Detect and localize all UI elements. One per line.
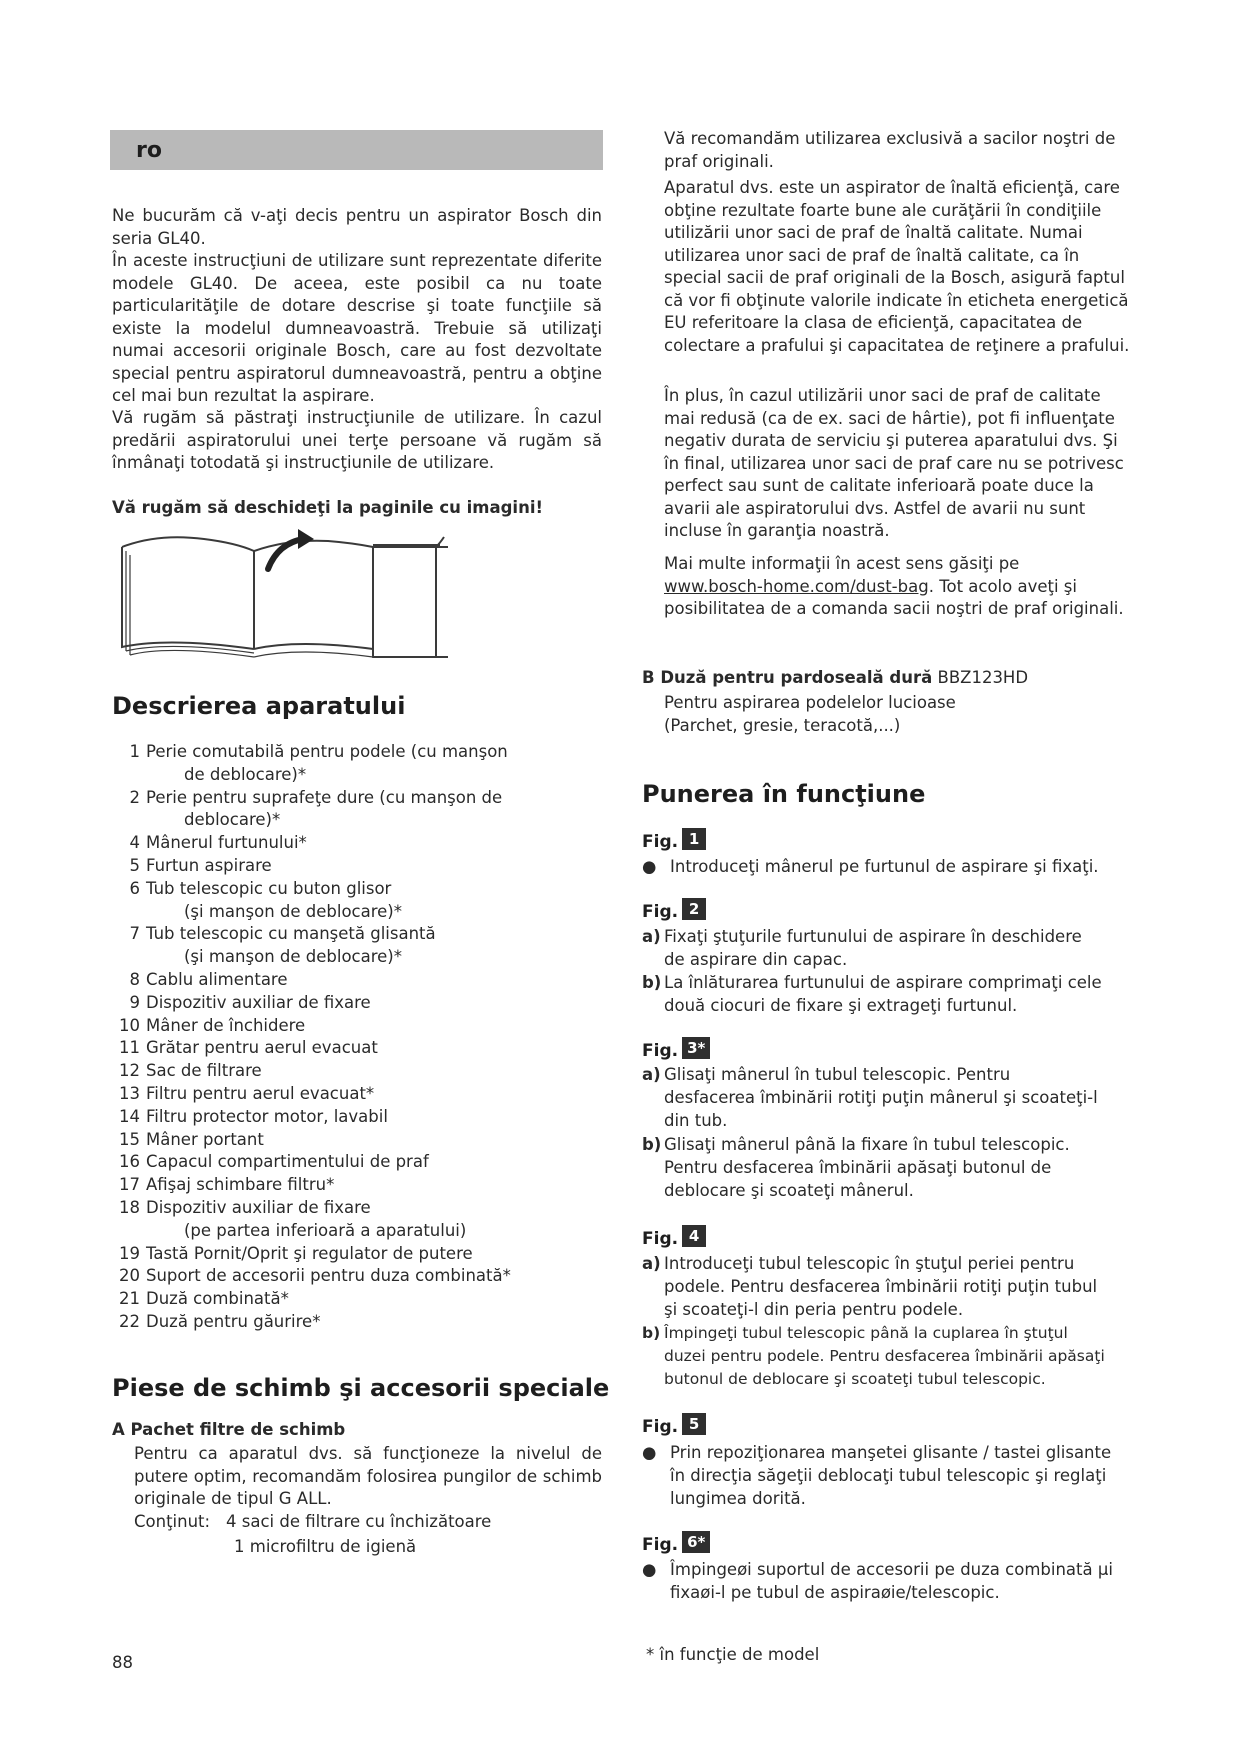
part-label-text: Filtru protector motor, lavabil [146,1106,388,1126]
spares-b-title [642,667,1028,690]
part-label [146,832,612,855]
fig-2-step-a [642,926,1082,972]
fig-3-number: 3* [682,1037,710,1059]
contents-label: Conţinut: [134,1512,211,1531]
part-label-text: Dispozitiv auxiliar de fixare [146,992,371,1012]
part-label [146,1083,612,1106]
step-a-label: a) [642,1254,661,1273]
fig-label-text: Fig. [642,1417,679,1437]
parts-list-item [112,1174,612,1197]
part-number: 15 [119,1129,140,1149]
start-heading: Punerea în funcţiune [642,780,926,808]
open-booklet-illustration [118,525,448,665]
fig-2-step-b [642,972,1102,1018]
fig-6-step [642,1558,1113,1604]
fig-5-step [642,1441,1111,1510]
quality-paragraph: În plus, în cazul utilizării unor saci de praf de calitate mai redusă (ca de ex. saci de hârtie), pot fi influenţate negativ durata de serviciu şi puterea aparatului dvs. Şi în final, utilizarea unor saci de praf care nu se potrivesc perfect sau sunt de calitate inferioară poate duce la avarii ale aspiratorului dvs. Astfel de avarii nu sunt incluse în garanţia noastră. [664,386,1124,540]
fig-4-step-a [642,1253,1097,1321]
step-b-label: b) [642,1135,662,1154]
fig-4-step-a-text-2: podele. Pentru desfacerea îmbinării rotiţi puţin tubul [664,1276,1098,1296]
part-label [146,1174,612,1197]
step-b-label: b) [642,973,662,992]
part-label [146,1243,612,1266]
fig-5-label [642,1413,706,1437]
part-label-text: Filtru pentru aerul evacuat* [146,1083,375,1103]
fig-1-label [642,828,706,852]
parts-list-item [112,1311,612,1334]
parts-list-item [112,1243,612,1266]
fig-label-text: Fig. [642,1535,679,1555]
fig-4-step-a-text: Introduceţi tubul telescopic în ştuţul periei pentru [664,1254,1075,1273]
bullet-icon: ● [642,1560,657,1579]
spares-b-line-2: (Parchet, gresie, teracotă,...) [664,716,901,735]
fig-5-step-text-2: în direcţia săgeţii deblocaţi tubul telescopic şi reglaţi [670,1466,1107,1485]
fig-5-step-text: Prin repoziţionarea manşetei glisante / tastei glisante [670,1443,1112,1462]
fig-6-number: 6* [682,1531,710,1553]
part-label-text: Grătar pentru aerul evacuat [146,1038,378,1058]
parts-list-item [112,787,612,833]
language-code: ro [136,138,162,163]
part-label-continuation: de deblocare)* [184,764,307,784]
fig-5-step-text-3: lungimea dorită. [670,1489,806,1508]
fig-3-label [642,1037,710,1061]
part-label [146,741,612,787]
part-label-text: Perie pentru suprafeţe dure (cu manşon de [146,787,503,807]
fig-label-text: Fig. [642,902,679,922]
description-heading: Descrierea aparatului [112,692,406,720]
parts-list-item [112,1015,612,1038]
part-label [146,969,612,992]
intro-paragraph-2: În aceste instrucţiuni de utilizare sunt reprezentate diferite modele GL40. De aceea, este posibil ca nu toate particularităţile de dotare descrise şi toate funcţiile să existe la modelul dumneavoastră. Trebuie să utilizaţi numai accesorii originale Bosch, care au fost dezvoltate special pentru aspiratorul dumneavoastră, pentru a obţine cel mai bun rezultat la aspirare. [112,251,602,405]
parts-list-item [112,1083,612,1106]
intro-paragraph-1: Ne bucurăm că v-aţi decis pentru un aspirator Bosch din seria GL40. [112,206,602,248]
part-number: 1 [129,742,140,761]
more-info-paragraph [664,553,1134,621]
recommend-paragraph: Vă recomandăm utilizarea exclusivă a sacilor noştri de praf originali. [664,129,1116,171]
part-label-text: Mânerul furtunului* [146,833,307,853]
part-number: 12 [119,1061,140,1081]
parts-list-item [112,741,612,787]
fig-2-step-a-text-2: de aspirare din capac. [664,949,848,969]
part-label [146,1288,612,1311]
part-label [146,1129,612,1152]
fig-6-step-text-2: fixaøi-l pe tubul de aspiraøie/telescopic. [670,1583,1000,1602]
parts-list-item [112,1151,612,1174]
part-label [146,1106,612,1129]
spares-b-label: B Duză pentru pardoseală dură [642,668,933,687]
part-label-text: Duză combinată* [146,1289,289,1309]
fig-3-step-b [642,1134,1070,1202]
part-label [146,1060,612,1083]
fig-3-step-a-text-3: din tub. [664,1110,728,1130]
parts-list-item [112,1060,612,1083]
part-number: 5 [129,855,140,875]
part-label-text: Furtun aspirare [146,855,272,875]
parts-list-item [112,1106,612,1129]
footnote: * în funcţie de model [646,1645,820,1664]
parts-list-item [112,1265,612,1288]
fig-4-number: 4 [682,1225,706,1247]
dust-bag-link[interactable]: www.bosch-home.com/dust-bag [664,576,929,596]
part-label [146,1311,612,1334]
part-number: 14 [119,1106,140,1126]
part-label-text: Capacul compartimentului de praf [146,1152,429,1172]
part-label [146,923,612,969]
part-label [146,1015,612,1038]
part-number: 4 [129,833,140,853]
parts-list [112,741,612,1334]
fig-3-step-b-text: Glisaţi mânerul până la fixare în tubul telescopic. [664,1135,1070,1154]
part-number: 9 [129,992,140,1012]
part-label [146,1151,612,1174]
part-number: 7 [129,924,140,944]
part-label-continuation: deblocare)* [184,810,281,830]
part-label-text: Mâner de închidere [146,1015,306,1035]
part-label-text: Tub telescopic cu buton glisor [146,878,392,898]
part-label [146,1265,612,1288]
parts-list-item [112,969,612,992]
part-label-text: Perie comutabilă pentru podele (cu manşon [146,742,508,761]
part-number: 11 [119,1038,140,1058]
part-label [146,787,612,833]
fig-3-step-b-text-2: Pentru desfacerea îmbinării apăsaţi butonul de [664,1157,1052,1177]
part-number: 18 [119,1197,140,1217]
part-label [146,992,612,1015]
part-number: 13 [119,1083,140,1103]
parts-list-item [112,1288,612,1311]
fig-4-step-b-text: Împingeţi tubul telescopic până la cuplarea în ştuţul [664,1324,1068,1342]
bullet-icon: ● [642,857,657,876]
parts-list-item [112,832,612,855]
part-number: 20 [119,1266,140,1286]
more-info-text-2: . Tot acolo aveţi şi posibilitatea de a comanda sacii noştri de praf originali. [664,576,1124,618]
fig-2-number: 2 [682,898,706,920]
fig-3-step-a-text: Glisaţi mânerul în tubul telescopic. Pentru [664,1065,1011,1084]
part-number: 22 [119,1311,140,1331]
fig-2-step-a-text: Fixaţi ştuţurile furtunului de aspirare în deschidere [664,927,1082,946]
fig-4-label [642,1225,706,1249]
bullet-icon: ● [642,1443,657,1462]
fig-1-step [642,855,1099,878]
parts-list-item [112,878,612,924]
spares-b-code: BBZ123HD [937,668,1029,687]
part-label-text: Duză pentru găurire* [146,1311,321,1331]
fig-3-step-b-text-3: deblocare şi scoateţi mânerul. [664,1180,914,1200]
fig-1-step-text: Introduceţi mânerul pe furtunul de aspirare şi fixaţi. [670,857,1099,876]
fig-4-step-b [642,1322,1105,1390]
fig-3-step-a [642,1064,1098,1132]
fig-4-step-b-text-3: butonul de deblocare şi scoateţi tubul telescopic. [664,1369,1046,1388]
fig-6-step-text: Împingeøi suportul de accesorii pe duza combinată µi [670,1560,1113,1579]
parts-list-item [112,1129,612,1152]
page-number: 88 [112,1653,133,1672]
spares-a-title: A Pachet filtre de schimb [112,1420,346,1439]
part-number: 10 [119,1015,140,1035]
part-number: 16 [119,1152,140,1172]
fig-1-number: 1 [682,828,706,850]
language-header [110,130,603,170]
fig-3-step-a-text-2: desfacerea îmbinării rotiţi puţin mânerul şi scoateţi-l [664,1087,1098,1107]
part-number: 19 [119,1243,140,1263]
part-label-text: Mâner portant [146,1129,264,1149]
fig-4-step-b-text-2: duzei pentru podele. Pentru desfacerea îmbinării apăsaţi [664,1346,1105,1365]
efficiency-paragraph: Aparatul dvs. este un aspirator de înaltă eficienţă, care obţine rezultate foarte bune ale curăţării în condiţiile utilizării unor saci de praf de înaltă calitate. Numai utilizarea unor saci de praf de înaltă calitate, ca în special sacii de praf originali de la Bosch, asigură faptul că vor fi obţinute valorile indicate în eticheta energetică EU referitoare la clasa de eficienţă, capacitatea de colectare a prafului şi capacitatea de reţinere a prafului. [664,178,1130,355]
intro-paragraph-3: Vă rugăm să păstraţi instrucţiunile de utilizare. În cazul predării aspiratorului unei terţe persoane vă rugăm să înmânaţi totodată şi instrucţiunile de utilizare. [112,408,602,472]
part-label-text: Tub telescopic cu manşetă glisantă [146,924,436,944]
parts-list-item [112,992,612,1015]
part-label [146,878,612,924]
spares-b-line-1: Pentru aspirarea podelelor lucioase [664,693,956,712]
step-b-label: b) [642,1324,661,1342]
part-number: 8 [129,969,140,989]
fig-label-text: Fig. [642,832,679,852]
part-label-continuation: (şi manşon de deblocare)* [184,901,402,921]
step-a-label: a) [642,1065,661,1084]
step-a-label: a) [642,927,661,946]
fig-2-step-b-text-2: două ciocuri de fixare şi extrageţi furtunul. [664,995,1018,1015]
fig-2-label [642,898,706,922]
spares-a-text: Pentru ca aparatul dvs. să funcţioneze la nivelul de putere optim, recomandăm folosirea pungilor de schimb originale de tipul G ALL. [134,1444,602,1508]
part-label-text: Cablu alimentare [146,969,288,989]
part-label [146,855,612,878]
part-number: 17 [119,1175,140,1195]
open-pages-note: Vă rugăm să deschideţi la paginile cu imagini! [112,498,543,517]
more-info-text: Mai multe informaţii în acest sens găsiţi pe [664,554,1020,573]
spares-heading: Piese de schimb şi accesorii speciale [112,1374,610,1402]
parts-list-item [112,1197,612,1243]
fig-label-text: Fig. [642,1229,679,1249]
parts-list-item [112,923,612,969]
fig-2-step-b-text: La înlăturarea furtunului de aspirare comprimaţi cele [664,973,1102,992]
fig-4-step-a-text-3: şi scoateţi-l din peria pentru podele. [664,1299,964,1319]
part-label-text: Sac de filtrare [146,1061,262,1081]
parts-list-item [112,1037,612,1060]
part-label-text: Dispozitiv auxiliar de fixare [146,1197,371,1217]
part-number: 6 [129,878,140,898]
fig-6-label [642,1531,710,1555]
part-label-text: Afişaj schimbare filtru* [146,1175,335,1195]
part-label-continuation: (şi manşon de deblocare)* [184,947,402,967]
part-label [146,1197,612,1243]
part-label-text: Suport de accesorii pentru duza combinată* [146,1266,511,1286]
part-label [146,1037,612,1060]
part-label-continuation: (pe partea inferioară a aparatului) [184,1220,467,1240]
contents-item-1: 4 saci de filtrare cu închizătoare [226,1512,492,1531]
part-number: 21 [119,1289,140,1309]
parts-list-item [112,855,612,878]
contents-item-2: 1 microfiltru de igienă [234,1537,417,1556]
fig-label-text: Fig. [642,1041,679,1061]
part-number: 2 [129,787,140,807]
fig-5-number: 5 [682,1413,706,1435]
part-label-text: Tastă Pornit/Oprit şi regulator de putere [146,1243,473,1263]
